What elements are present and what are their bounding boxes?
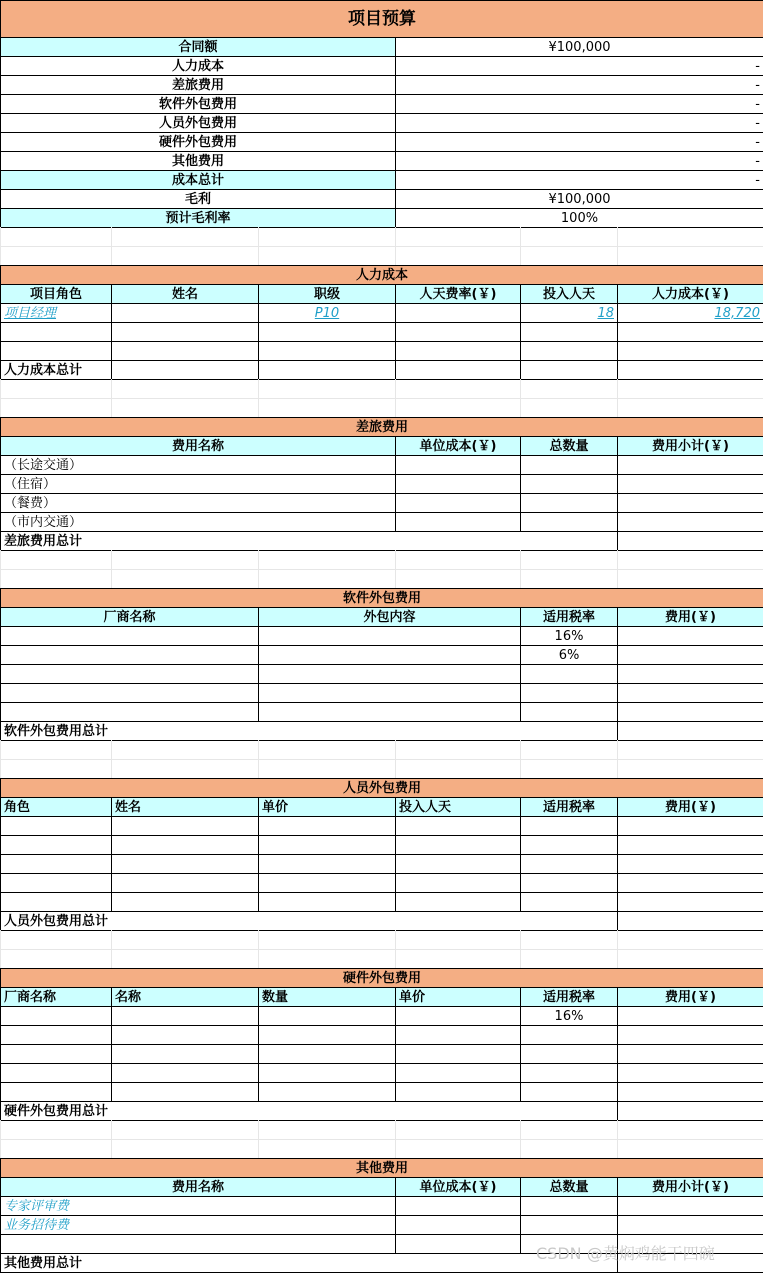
gridline: [617, 930, 618, 949]
table-cell[interactable]: [0, 854, 112, 874]
gridline: [617, 379, 618, 398]
total-label: 其他费用总计: [0, 1253, 618, 1273]
column-header: 外包内容: [258, 607, 521, 627]
table-cell[interactable]: [617, 1215, 763, 1235]
gridline: [617, 759, 618, 778]
table-cell[interactable]: [395, 360, 521, 380]
table-cell[interactable]: [617, 1101, 763, 1121]
column-header: 费用小计(￥): [617, 436, 763, 456]
expense-name: （市内交通）: [0, 512, 396, 532]
table-cell[interactable]: [258, 322, 396, 342]
summary-value[interactable]: -: [395, 170, 763, 190]
table-cell[interactable]: [520, 322, 618, 342]
expense-name[interactable]: 业务招待费: [0, 1215, 396, 1235]
summary-label: 差旅费用: [0, 75, 396, 95]
table-cell[interactable]: [617, 892, 763, 912]
gridline: [258, 1139, 259, 1158]
gridline: [395, 1120, 396, 1139]
gridline: [0, 379, 1, 398]
expense-name: （住宿）: [0, 474, 396, 494]
table-cell[interactable]: [0, 322, 112, 342]
summary-label: 软件外包费用: [0, 94, 396, 114]
table-cell[interactable]: [395, 1025, 521, 1045]
table-cell[interactable]: [258, 892, 396, 912]
total-label: 硬件外包费用总计: [0, 1101, 618, 1121]
expense-name[interactable]: [0, 1234, 396, 1254]
gridline: [395, 569, 396, 588]
gridline: [258, 398, 259, 417]
tax-rate[interactable]: [520, 664, 618, 684]
table-cell[interactable]: [111, 341, 259, 361]
table-cell[interactable]: [617, 683, 763, 703]
table-cell[interactable]: [395, 1082, 521, 1102]
column-header: 单位成本(￥): [395, 436, 521, 456]
tax-rate[interactable]: [520, 1044, 618, 1064]
table-cell[interactable]: [0, 645, 259, 665]
gridline: [0, 1139, 763, 1140]
total-label: 人力成本总计: [0, 360, 112, 380]
section-title-travel: 差旅费用: [0, 417, 763, 437]
column-header: 费用名称: [0, 436, 396, 456]
column-header: 单价: [395, 987, 521, 1007]
table-cell[interactable]: [520, 474, 618, 494]
total-label: 软件外包费用总计: [0, 721, 618, 741]
table-cell[interactable]: [520, 816, 618, 836]
table-cell[interactable]: [111, 360, 259, 380]
tax-rate[interactable]: [520, 702, 618, 722]
table-cell[interactable]: [617, 1196, 763, 1216]
table-cell[interactable]: [617, 1044, 763, 1064]
column-header: 费用名称: [0, 1177, 396, 1197]
summary-label: 硬件外包费用: [0, 132, 396, 152]
total-label: 差旅费用总计: [0, 531, 618, 551]
table-cell[interactable]: [0, 626, 259, 646]
gridline: [520, 398, 521, 417]
summary-label: 人力成本: [0, 56, 396, 76]
table-cell[interactable]: [111, 1063, 259, 1083]
gridline: [617, 227, 618, 246]
table-cell[interactable]: [0, 341, 112, 361]
table-cell[interactable]: [520, 1215, 618, 1235]
table-cell[interactable]: [520, 493, 618, 513]
column-header: 投入人天: [395, 797, 521, 817]
table-cell[interactable]: [258, 645, 521, 665]
gridline: [0, 550, 1, 569]
table-cell[interactable]: [395, 873, 521, 893]
gridline: [617, 1120, 618, 1139]
column-header: 总数量: [520, 1177, 618, 1197]
column-header: 姓名: [111, 797, 259, 817]
table-cell[interactable]: [0, 1025, 112, 1045]
gridline: [617, 550, 618, 569]
table-cell[interactable]: [395, 1063, 521, 1083]
gridline: [258, 740, 259, 759]
summary-label: 人员外包费用: [0, 113, 396, 133]
gridline: [395, 949, 396, 968]
gridline: [617, 949, 618, 968]
tax-rate[interactable]: [520, 683, 618, 703]
column-header: 名称: [111, 987, 259, 1007]
table-cell[interactable]: [395, 854, 521, 874]
table-cell[interactable]: [395, 341, 521, 361]
tax-rate[interactable]: [520, 1025, 618, 1045]
gridline: [520, 930, 521, 949]
table-cell[interactable]: [617, 322, 763, 342]
gridline: [0, 398, 763, 399]
table-cell[interactable]: [617, 835, 763, 855]
column-header: 总数量: [520, 436, 618, 456]
table-cell[interactable]: [617, 721, 763, 741]
gridline: [520, 569, 521, 588]
column-header: 职级: [258, 284, 396, 304]
table-cell[interactable]: [111, 1044, 259, 1064]
expense-name: （长途交通）: [0, 455, 396, 475]
column-header: 费用(￥): [617, 987, 763, 1007]
gridline: [111, 1120, 112, 1139]
table-cell[interactable]: [520, 360, 618, 380]
summary-value[interactable]: ¥100,000: [395, 189, 763, 209]
table-cell[interactable]: [395, 1006, 521, 1026]
gridline: [617, 1139, 618, 1158]
table-cell[interactable]: [520, 854, 618, 874]
gridline: [111, 1139, 112, 1158]
tax-rate[interactable]: 16%: [520, 626, 618, 646]
table-cell[interactable]: P10: [258, 303, 396, 323]
table-cell[interactable]: [617, 1063, 763, 1083]
gridline: [395, 246, 396, 265]
table-cell[interactable]: [0, 1063, 112, 1083]
section-title-hardware: 硬件外包费用: [0, 968, 763, 988]
table-cell[interactable]: [111, 835, 259, 855]
gridline: [0, 569, 1, 588]
budget-title: 项目预算: [0, 0, 763, 38]
table-cell[interactable]: [258, 360, 396, 380]
table-cell[interactable]: [617, 531, 763, 551]
table-cell[interactable]: [111, 1025, 259, 1045]
gridline: [520, 550, 521, 569]
gridline: [111, 740, 112, 759]
table-cell[interactable]: [520, 455, 618, 475]
section-title-software: 软件外包费用: [0, 588, 763, 608]
gridline: [111, 569, 112, 588]
gridline: [395, 930, 396, 949]
expense-name: （餐费）: [0, 493, 396, 513]
column-header: 单位成本(￥): [395, 1177, 521, 1197]
table-cell[interactable]: [395, 1234, 521, 1254]
total-label: 人员外包费用总计: [0, 911, 618, 931]
column-header: 人力成本(￥): [617, 284, 763, 304]
summary-value[interactable]: ¥100,000: [395, 37, 763, 57]
column-header: 角色: [0, 797, 112, 817]
table-cell[interactable]: [111, 892, 259, 912]
gridline: [0, 246, 763, 247]
gridline: [0, 569, 763, 570]
gridline: [0, 398, 1, 417]
table-cell[interactable]: [617, 455, 763, 475]
table-cell[interactable]: [0, 835, 112, 855]
column-header: 投入人天: [520, 284, 618, 304]
summary-label: 成本总计: [0, 170, 396, 190]
table-cell[interactable]: [111, 854, 259, 874]
table-cell[interactable]: [617, 702, 763, 722]
gridline: [520, 759, 521, 778]
section-title-other: 其他费用: [0, 1158, 763, 1178]
gridline: [395, 550, 396, 569]
gridline: [617, 246, 618, 265]
table-cell[interactable]: [617, 626, 763, 646]
gridline: [111, 550, 112, 569]
table-cell[interactable]: [617, 873, 763, 893]
table-cell[interactable]: [111, 873, 259, 893]
table-cell[interactable]: 18,720: [617, 303, 763, 323]
summary-value[interactable]: -: [395, 75, 763, 95]
table-cell[interactable]: [617, 664, 763, 684]
tax-rate[interactable]: [520, 1063, 618, 1083]
gridline: [0, 759, 1, 778]
gridline: [520, 740, 521, 759]
column-header: 适用税率: [520, 607, 618, 627]
gridline: [258, 759, 259, 778]
table-cell[interactable]: [111, 322, 259, 342]
summary-value[interactable]: -: [395, 151, 763, 171]
gridline: [258, 246, 259, 265]
column-header: 费用(￥): [617, 607, 763, 627]
gridline: [258, 949, 259, 968]
column-header: 数量: [258, 987, 396, 1007]
table-cell[interactable]: [258, 664, 521, 684]
table-cell[interactable]: [111, 1006, 259, 1026]
table-cell[interactable]: [520, 341, 618, 361]
gridline: [111, 379, 112, 398]
table-cell[interactable]: [258, 1044, 396, 1064]
table-cell[interactable]: [520, 835, 618, 855]
table-cell[interactable]: [0, 873, 112, 893]
gridline: [0, 949, 763, 950]
tax-rate[interactable]: 16%: [520, 1006, 618, 1026]
table-cell[interactable]: [258, 816, 396, 836]
gridline: [395, 379, 396, 398]
gridline: [617, 398, 618, 417]
table-cell[interactable]: [617, 1082, 763, 1102]
table-cell[interactable]: [0, 1082, 112, 1102]
table-cell[interactable]: [395, 322, 521, 342]
table-cell[interactable]: [617, 474, 763, 494]
gridline: [0, 1120, 1, 1139]
table-cell[interactable]: [617, 645, 763, 665]
table-cell[interactable]: [111, 1082, 259, 1102]
gridline: [0, 1139, 1, 1158]
gridline: [0, 740, 1, 759]
gridline: [395, 1139, 396, 1158]
gridline: [395, 227, 396, 246]
table-cell[interactable]: [617, 1025, 763, 1045]
summary-value[interactable]: -: [395, 113, 763, 133]
table-cell[interactable]: [395, 835, 521, 855]
summary-label: 毛利: [0, 189, 396, 209]
summary-label: 合同额: [0, 37, 396, 57]
table-cell[interactable]: [617, 360, 763, 380]
summary-value[interactable]: -: [395, 94, 763, 114]
table-cell[interactable]: [258, 702, 521, 722]
gridline: [258, 550, 259, 569]
table-cell[interactable]: [111, 303, 259, 323]
watermark: CSDN @黄焖鸡能干四碗: [536, 1244, 715, 1263]
table-cell[interactable]: [258, 854, 396, 874]
summary-label: 预计毛利率: [0, 208, 396, 228]
table-cell[interactable]: [0, 702, 259, 722]
table-cell[interactable]: [395, 303, 521, 323]
table-cell[interactable]: [395, 1215, 521, 1235]
summary-value[interactable]: 100%: [395, 208, 763, 228]
table-cell[interactable]: [0, 1006, 112, 1026]
gridline: [520, 227, 521, 246]
section-title-staff: 人员外包费用: [0, 778, 763, 798]
gridline: [520, 379, 521, 398]
table-cell[interactable]: [258, 1063, 396, 1083]
gridline: [111, 949, 112, 968]
table-cell[interactable]: [258, 873, 396, 893]
column-header: 人天费率(￥): [395, 284, 521, 304]
table-cell[interactable]: [258, 835, 396, 855]
column-header: 费用小计(￥): [617, 1177, 763, 1197]
table-cell[interactable]: [0, 892, 112, 912]
gridline: [0, 227, 1, 246]
column-header: 适用税率: [520, 797, 618, 817]
gridline: [111, 246, 112, 265]
gridline: [520, 246, 521, 265]
table-cell[interactable]: [0, 1044, 112, 1064]
gridline: [395, 759, 396, 778]
table-cell[interactable]: [395, 493, 521, 513]
gridline: [617, 740, 618, 759]
table-cell[interactable]: [617, 854, 763, 874]
table-cell[interactable]: [0, 816, 112, 836]
gridline: [111, 227, 112, 246]
table-cell[interactable]: [395, 474, 521, 494]
table-cell[interactable]: 项目经理: [0, 303, 112, 323]
table-cell[interactable]: [395, 1044, 521, 1064]
table-cell[interactable]: [617, 341, 763, 361]
gridline: [258, 227, 259, 246]
expense-name[interactable]: 专家评审费: [0, 1196, 396, 1216]
tax-rate[interactable]: 6%: [520, 645, 618, 665]
gridline: [0, 949, 1, 968]
summary-value[interactable]: -: [395, 132, 763, 152]
table-cell[interactable]: [258, 683, 521, 703]
column-header: 姓名: [111, 284, 259, 304]
gridline: [258, 569, 259, 588]
table-cell[interactable]: [258, 1025, 396, 1045]
section-title-labor: 人力成本: [0, 265, 763, 285]
table-cell[interactable]: [111, 816, 259, 836]
gridline: [0, 759, 763, 760]
table-cell[interactable]: [520, 873, 618, 893]
table-cell[interactable]: [258, 1006, 396, 1026]
gridline: [0, 246, 1, 265]
column-header: 适用税率: [520, 987, 618, 1007]
gridline: [520, 1120, 521, 1139]
table-cell[interactable]: 18: [520, 303, 618, 323]
gridline: [520, 1139, 521, 1158]
tax-rate[interactable]: [520, 1082, 618, 1102]
table-cell[interactable]: [520, 1196, 618, 1216]
table-cell[interactable]: [617, 512, 763, 532]
column-header: 厂商名称: [0, 607, 259, 627]
table-cell[interactable]: [258, 1082, 396, 1102]
gridline: [258, 379, 259, 398]
gridline: [258, 1120, 259, 1139]
table-cell[interactable]: [617, 493, 763, 513]
gridline: [395, 398, 396, 417]
gridline: [520, 949, 521, 968]
gridline: [258, 930, 259, 949]
table-cell[interactable]: [395, 892, 521, 912]
table-cell[interactable]: [520, 512, 618, 532]
table-cell[interactable]: [0, 664, 259, 684]
column-header: 项目角色: [0, 284, 112, 304]
table-cell[interactable]: [0, 683, 259, 703]
gridline: [0, 930, 1, 949]
gridline: [111, 759, 112, 778]
table-cell[interactable]: [258, 341, 396, 361]
table-cell[interactable]: [617, 1006, 763, 1026]
gridline: [111, 930, 112, 949]
column-header: 厂商名称: [0, 987, 112, 1007]
gridline: [617, 569, 618, 588]
column-header: 费用(￥): [617, 797, 763, 817]
table-cell[interactable]: [258, 626, 521, 646]
table-cell[interactable]: [520, 892, 618, 912]
summary-value[interactable]: -: [395, 56, 763, 76]
table-cell[interactable]: [617, 911, 763, 931]
summary-label: 其他费用: [0, 151, 396, 171]
gridline: [395, 740, 396, 759]
table-cell[interactable]: [395, 512, 521, 532]
gridline: [111, 398, 112, 417]
table-cell[interactable]: [395, 1196, 521, 1216]
table-cell[interactable]: [395, 816, 521, 836]
table-cell[interactable]: [617, 816, 763, 836]
table-cell[interactable]: [395, 455, 521, 475]
column-header: 单价: [258, 797, 396, 817]
